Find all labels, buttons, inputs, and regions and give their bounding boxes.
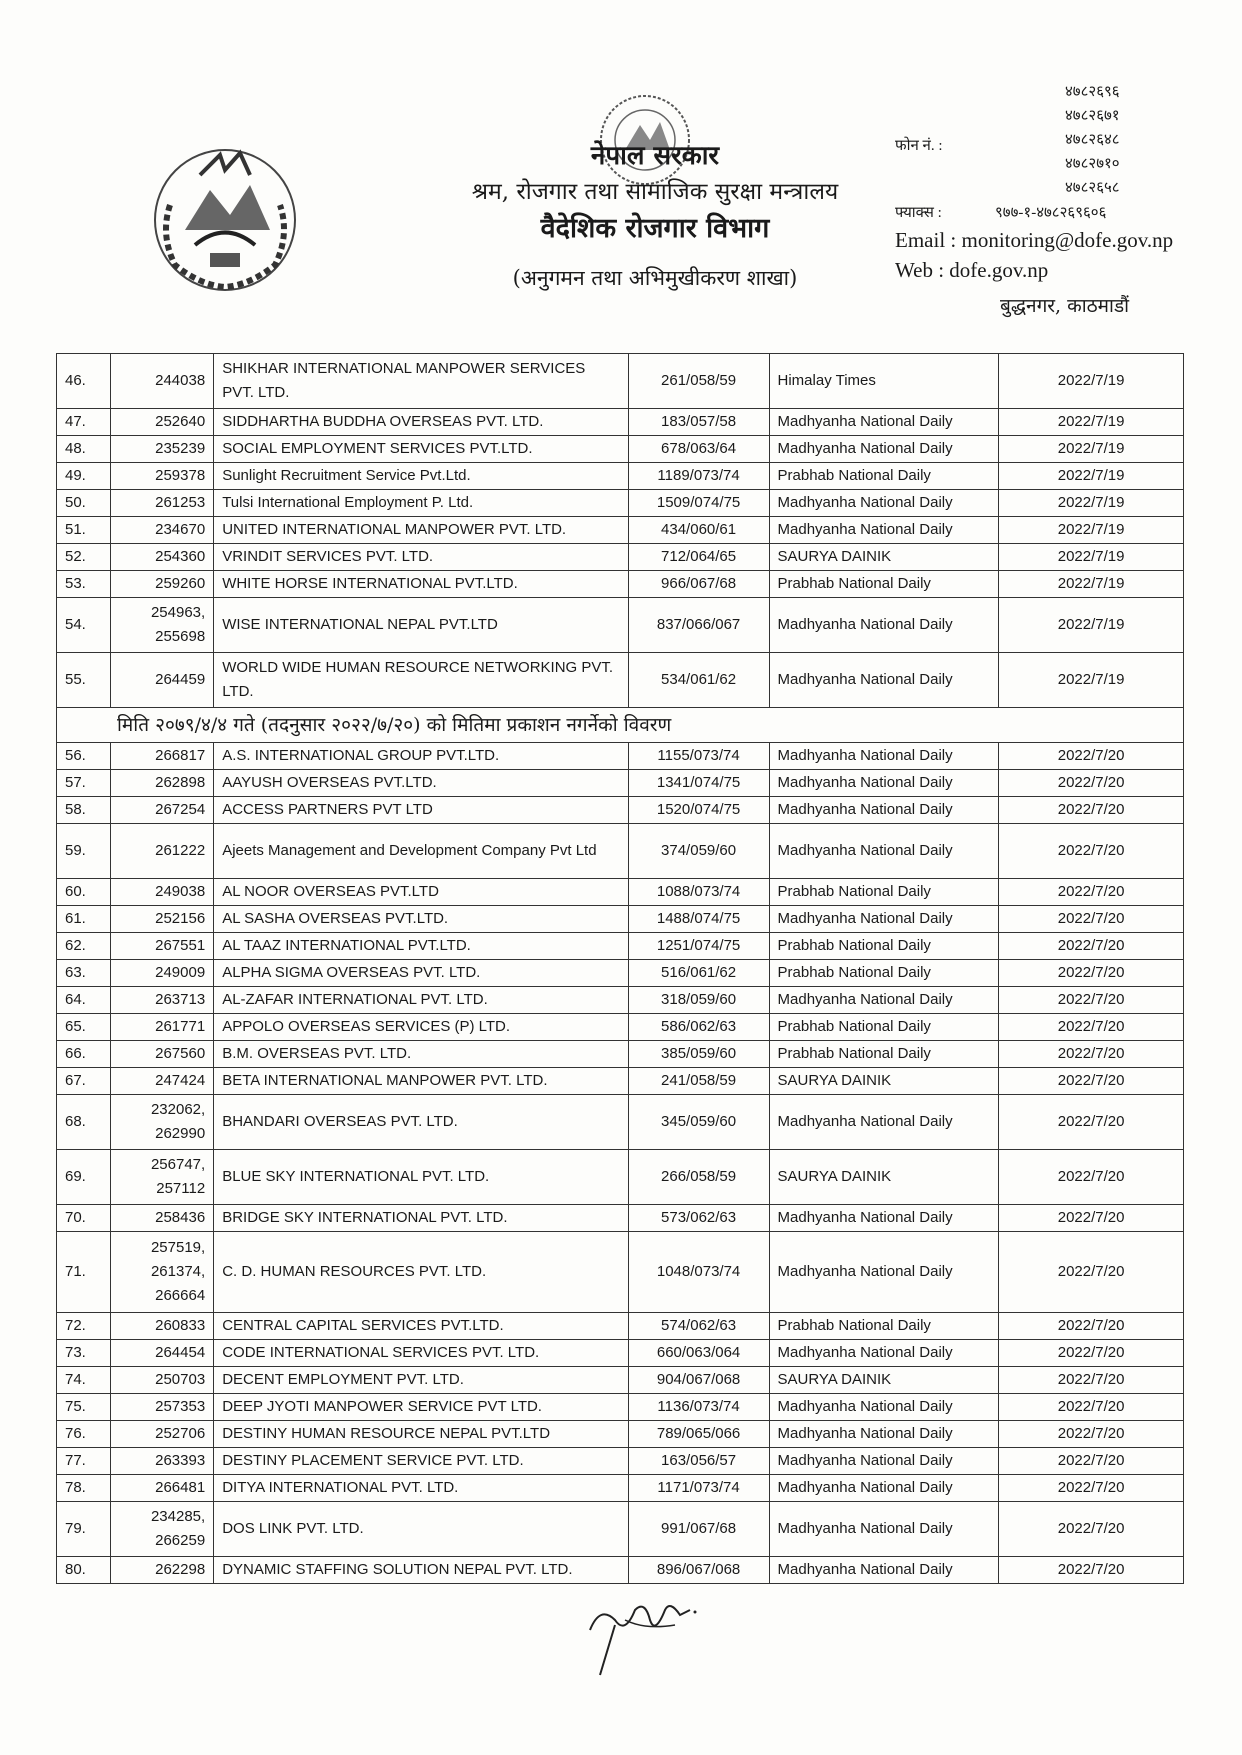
publish-date-cell: 2022/7/19 [999, 598, 1184, 653]
license-number-cell: 234670 [111, 517, 214, 544]
publish-date-cell: 2022/7/20 [999, 1367, 1184, 1394]
serial-number-cell: 57. [57, 770, 111, 797]
table-row [57, 490, 1184, 517]
newspaper-cell: Himalay Times [769, 354, 999, 409]
newspaper-cell: Prabhab National Daily [769, 1313, 999, 1340]
license-number-cell: 260833 [111, 1313, 214, 1340]
serial-number-cell: 66. [57, 1041, 111, 1068]
license-number-cell: 267551 [111, 933, 214, 960]
table-row [57, 1014, 1184, 1041]
serial-number-cell: 63. [57, 960, 111, 987]
table-row [57, 1502, 1184, 1557]
license-number-cell: 264454 [111, 1340, 214, 1367]
table-row [57, 1367, 1184, 1394]
license-number-cell: 262298 [111, 1557, 214, 1584]
serial-number-cell: 65. [57, 1014, 111, 1041]
agency-name-cell: AL SASHA OVERSEAS PVT.LTD. [214, 906, 628, 933]
agency-name-cell: DESTINY HUMAN RESOURCE NEPAL PVT.LTD [214, 1421, 628, 1448]
registration-number-cell: 789/065/066 [628, 1421, 769, 1448]
table-row [57, 517, 1184, 544]
newspaper-cell: Prabhab National Daily [769, 1041, 999, 1068]
agency-name-cell: Ajeets Management and Development Company Pvt Ltd [214, 824, 628, 879]
license-number-cell: 250703 [111, 1367, 214, 1394]
newspaper-cell: Prabhab National Daily [769, 1014, 999, 1041]
newspaper-cell: Madhyanha National Daily [769, 409, 999, 436]
agency-name-cell: Tulsi International Employment P. Ltd. [214, 490, 628, 517]
table-row [57, 1340, 1184, 1367]
publish-date-cell: 2022/7/20 [999, 1041, 1184, 1068]
registration-number-cell: 318/059/60 [628, 987, 769, 1014]
registration-number-cell: 516/061/62 [628, 960, 769, 987]
publish-date-cell: 2022/7/20 [999, 1068, 1184, 1095]
agency-name-cell: C. D. HUMAN RESOURCES PVT. LTD. [214, 1232, 628, 1313]
publish-date-cell: 2022/7/19 [999, 436, 1184, 463]
serial-number-cell: 72. [57, 1313, 111, 1340]
publish-date-cell: 2022/7/20 [999, 1095, 1184, 1150]
license-number-cell: 261222 [111, 824, 214, 879]
registration-number-cell: 1251/074/75 [628, 933, 769, 960]
agency-name-cell: CODE INTERNATIONAL SERVICES PVT. LTD. [214, 1340, 628, 1367]
license-number-cell: 244038 [111, 354, 214, 409]
table-row [57, 1150, 1184, 1205]
table-row [57, 598, 1184, 653]
registration-number-cell: 1189/073/74 [628, 463, 769, 490]
publish-date-cell: 2022/7/20 [999, 1421, 1184, 1448]
publish-date-cell: 2022/7/20 [999, 1394, 1184, 1421]
registration-number-cell: 374/059/60 [628, 824, 769, 879]
newspaper-cell: Madhyanha National Daily [769, 1448, 999, 1475]
letterhead [420, 138, 890, 294]
serial-number-cell: 62. [57, 933, 111, 960]
serial-number-cell: 47. [57, 409, 111, 436]
phone-label: फोन नं. : [895, 138, 943, 154]
website: Web : dofe.gov.np [895, 258, 1049, 282]
serial-number-cell: 70. [57, 1205, 111, 1232]
publish-date-cell: 2022/7/20 [999, 906, 1184, 933]
license-number-cell: 257519, 261374, 266664 [111, 1232, 214, 1313]
table-row [57, 987, 1184, 1014]
registration-number-cell: 1488/074/75 [628, 906, 769, 933]
table-body-part2 [57, 743, 1184, 1584]
publish-date-cell: 2022/7/20 [999, 1205, 1184, 1232]
agency-name-cell: DITYA INTERNATIONAL PVT. LTD. [214, 1475, 628, 1502]
license-number-cell: 252156 [111, 906, 214, 933]
registration-number-cell: 183/057/58 [628, 409, 769, 436]
serial-number-cell: 78. [57, 1475, 111, 1502]
registration-number-cell: 586/062/63 [628, 1014, 769, 1041]
publish-date-cell: 2022/7/19 [999, 409, 1184, 436]
serial-number-cell: 46. [57, 354, 111, 409]
table-row [57, 960, 1184, 987]
agency-name-cell: AL-ZAFAR INTERNATIONAL PVT. LTD. [214, 987, 628, 1014]
email-address: Email : monitoring@dofe.gov.np [895, 228, 1174, 252]
agency-name-cell: AL TAAZ INTERNATIONAL PVT.LTD. [214, 933, 628, 960]
agency-name-cell: DESTINY PLACEMENT SERVICE PVT. LTD. [214, 1448, 628, 1475]
table-row [57, 354, 1184, 409]
agency-name-cell: AL NOOR OVERSEAS PVT.LTD [214, 879, 628, 906]
agency-name-cell: WORLD WIDE HUMAN RESOURCE NETWORKING PVT. LTD. [214, 653, 628, 708]
license-number-cell: 257353 [111, 1394, 214, 1421]
table-row [57, 436, 1184, 463]
publish-date-cell: 2022/7/20 [999, 1313, 1184, 1340]
phone-number: ४७८२६७१ [1065, 108, 1120, 124]
agency-name-cell: SHIKHAR INTERNATIONAL MANPOWER SERVICES PVT. LTD. [214, 354, 628, 409]
license-number-cell: 264459 [111, 653, 214, 708]
license-number-cell: 247424 [111, 1068, 214, 1095]
agency-name-cell: UNITED INTERNATIONAL MANPOWER PVT. LTD. [214, 517, 628, 544]
serial-number-cell: 54. [57, 598, 111, 653]
phone-number: ४७८२७१० [1065, 156, 1120, 172]
serial-number-cell: 80. [57, 1557, 111, 1584]
publish-date-cell: 2022/7/20 [999, 1014, 1184, 1041]
serial-number-cell: 79. [57, 1502, 111, 1557]
agency-name-cell: Sunlight Recruitment Service Pvt.Ltd. [214, 463, 628, 490]
newspaper-cell: Madhyanha National Daily [769, 1340, 999, 1367]
newspaper-cell: Madhyanha National Daily [769, 1475, 999, 1502]
registration-number-cell: 163/056/57 [628, 1448, 769, 1475]
serial-number-cell: 50. [57, 490, 111, 517]
license-number-cell: 266817 [111, 743, 214, 770]
newspaper-cell: Madhyanha National Daily [769, 1205, 999, 1232]
license-number-cell: 267560 [111, 1041, 214, 1068]
table-row [57, 1041, 1184, 1068]
agency-name-cell: BLUE SKY INTERNATIONAL PVT. LTD. [214, 1150, 628, 1205]
newspaper-cell: SAURYA DAINIK [769, 1068, 999, 1095]
publish-date-cell: 2022/7/20 [999, 1475, 1184, 1502]
agency-name-cell: B.M. OVERSEAS PVT. LTD. [214, 1041, 628, 1068]
registration-number-cell: 1171/073/74 [628, 1475, 769, 1502]
license-number-cell: 254360 [111, 544, 214, 571]
table-row [57, 544, 1184, 571]
newspaper-cell: Prabhab National Daily [769, 463, 999, 490]
nepal-emblem-icon [140, 135, 310, 295]
ministry-name: श्रम, रोजगार तथा सामाजिक सुरक्षा मन्त्रालय [471, 179, 839, 205]
license-number-cell: 262898 [111, 770, 214, 797]
publish-date-cell: 2022/7/20 [999, 1340, 1184, 1367]
table-row [57, 463, 1184, 490]
newspaper-cell: Madhyanha National Daily [769, 824, 999, 879]
agency-name-cell: BETA INTERNATIONAL MANPOWER PVT. LTD. [214, 1068, 628, 1095]
license-number-cell: 234285, 266259 [111, 1502, 214, 1557]
agency-name-cell: A.S. INTERNATIONAL GROUP PVT.LTD. [214, 743, 628, 770]
table-row [57, 879, 1184, 906]
license-number-cell: 254963, 255698 [111, 598, 214, 653]
serial-number-cell: 77. [57, 1448, 111, 1475]
serial-number-cell: 71. [57, 1232, 111, 1313]
serial-number-cell: 64. [57, 987, 111, 1014]
agency-name-cell: SIDDHARTHA BUDDHA OVERSEAS PVT. LTD. [214, 409, 628, 436]
newspaper-cell: SAURYA DAINIK [769, 1150, 999, 1205]
serial-number-cell: 56. [57, 743, 111, 770]
agency-name-cell: BHANDARI OVERSEAS PVT. LTD. [214, 1095, 628, 1150]
table-row [57, 1095, 1184, 1150]
serial-number-cell: 69. [57, 1150, 111, 1205]
table-row [57, 1205, 1184, 1232]
newspaper-cell: SAURYA DAINIK [769, 544, 999, 571]
newspaper-cell: SAURYA DAINIK [769, 1367, 999, 1394]
serial-number-cell: 74. [57, 1367, 111, 1394]
agency-name-cell: APPOLO OVERSEAS SERVICES (P) LTD. [214, 1014, 628, 1041]
agency-name-cell: AAYUSH OVERSEAS PVT.LTD. [214, 770, 628, 797]
license-number-cell: 267254 [111, 797, 214, 824]
license-number-cell: 249038 [111, 879, 214, 906]
newspaper-cell: Prabhab National Daily [769, 571, 999, 598]
serial-number-cell: 61. [57, 906, 111, 933]
registration-number-cell: 991/067/68 [628, 1502, 769, 1557]
newspaper-cell: Madhyanha National Daily [769, 1394, 999, 1421]
license-number-cell: 249009 [111, 960, 214, 987]
table-row [57, 1394, 1184, 1421]
serial-number-cell: 53. [57, 571, 111, 598]
registration-number-cell: 266/058/59 [628, 1150, 769, 1205]
license-number-cell: 235239 [111, 436, 214, 463]
agency-name-cell: VRINDIT SERVICES PVT. LTD. [214, 544, 628, 571]
license-number-cell: 256747, 257112 [111, 1150, 214, 1205]
agency-name-cell: ALPHA SIGMA OVERSEAS PVT. LTD. [214, 960, 628, 987]
serial-number-cell: 52. [57, 544, 111, 571]
newspaper-cell: Madhyanha National Daily [769, 1232, 999, 1313]
fax-number: ९७७-१-४७८२६९६०६ [995, 205, 1107, 221]
agency-name-cell: DYNAMIC STAFFING SOLUTION NEPAL PVT. LTD. [214, 1557, 628, 1584]
registration-number-cell: 1048/073/74 [628, 1232, 769, 1313]
table-row [57, 933, 1184, 960]
license-number-cell: 261253 [111, 490, 214, 517]
newspaper-cell: Madhyanha National Daily [769, 770, 999, 797]
registration-number-cell: 1509/074/75 [628, 490, 769, 517]
registration-number-cell: 1136/073/74 [628, 1394, 769, 1421]
table-row [57, 1068, 1184, 1095]
license-number-cell: 259260 [111, 571, 214, 598]
department-name: वैदेशिक रोजगार विभाग [540, 213, 770, 244]
publish-date-cell: 2022/7/20 [999, 879, 1184, 906]
table-row [57, 1421, 1184, 1448]
publish-date-cell: 2022/7/19 [999, 490, 1184, 517]
serial-number-cell: 73. [57, 1340, 111, 1367]
newspaper-cell: Madhyanha National Daily [769, 743, 999, 770]
license-number-cell: 259378 [111, 463, 214, 490]
newspaper-cell: Madhyanha National Daily [769, 490, 999, 517]
serial-number-cell: 68. [57, 1095, 111, 1150]
license-number-cell: 252640 [111, 409, 214, 436]
table-row [57, 653, 1184, 708]
license-number-cell: 263393 [111, 1448, 214, 1475]
agency-name-cell: ACCESS PARTNERS PVT LTD [214, 797, 628, 824]
newspaper-cell: Madhyanha National Daily [769, 987, 999, 1014]
registration-number-cell: 904/067/068 [628, 1367, 769, 1394]
license-number-cell: 258436 [111, 1205, 214, 1232]
phone-number: ४७८२६९६ [1065, 84, 1120, 100]
publish-date-cell: 2022/7/19 [999, 463, 1184, 490]
publish-date-cell: 2022/7/20 [999, 743, 1184, 770]
table-row [57, 1232, 1184, 1313]
registration-number-cell: 1088/073/74 [628, 879, 769, 906]
phone-number: ४७८२६४८ [1065, 132, 1120, 148]
table-body-part1 [57, 354, 1184, 708]
registration-number-cell: 678/063/64 [628, 436, 769, 463]
serial-number-cell: 55. [57, 653, 111, 708]
publish-date-cell: 2022/7/19 [999, 354, 1184, 409]
publish-date-cell: 2022/7/19 [999, 571, 1184, 598]
serial-number-cell: 76. [57, 1421, 111, 1448]
government-name: नेपाल सरकार [590, 141, 720, 171]
agency-name-cell: SOCIAL EMPLOYMENT SERVICES PVT.LTD. [214, 436, 628, 463]
newspaper-cell: Madhyanha National Daily [769, 598, 999, 653]
agency-name-cell: WHITE HORSE INTERNATIONAL PVT.LTD. [214, 571, 628, 598]
publish-date-cell: 2022/7/20 [999, 960, 1184, 987]
registration-number-cell: 712/064/65 [628, 544, 769, 571]
agency-name-cell: WISE INTERNATIONAL NEPAL PVT.LTD [214, 598, 628, 653]
agency-table [56, 353, 1184, 1584]
registration-number-cell: 837/066/067 [628, 598, 769, 653]
fax-label: फ्याक्स : [895, 205, 942, 221]
license-number-cell: 261771 [111, 1014, 214, 1041]
license-number-cell: 232062, 262990 [111, 1095, 214, 1150]
serial-number-cell: 58. [57, 797, 111, 824]
newspaper-cell: Madhyanha National Daily [769, 1502, 999, 1557]
newspaper-cell: Prabhab National Daily [769, 960, 999, 987]
newspaper-cell: Madhyanha National Daily [769, 436, 999, 463]
registration-number-cell: 261/058/59 [628, 354, 769, 409]
office-address: बुद्धनगर, काठमाडौं [1000, 295, 1130, 317]
registration-number-cell: 574/062/63 [628, 1313, 769, 1340]
agency-name-cell: DECENT EMPLOYMENT PVT. LTD. [214, 1367, 628, 1394]
publish-date-cell: 2022/7/19 [999, 653, 1184, 708]
publish-date-cell: 2022/7/20 [999, 770, 1184, 797]
section-heading-body [57, 708, 1184, 743]
newspaper-cell: Prabhab National Daily [769, 879, 999, 906]
signature-icon [575, 1580, 705, 1680]
agency-name-cell: BRIDGE SKY INTERNATIONAL PVT. LTD. [214, 1205, 628, 1232]
registration-number-cell: 660/063/064 [628, 1340, 769, 1367]
newspaper-cell: Madhyanha National Daily [769, 653, 999, 708]
registration-number-cell: 1155/073/74 [628, 743, 769, 770]
serial-number-cell: 75. [57, 1394, 111, 1421]
newspaper-cell: Madhyanha National Daily [769, 906, 999, 933]
publish-date-cell: 2022/7/20 [999, 1502, 1184, 1557]
publish-date-cell: 2022/7/20 [999, 824, 1184, 879]
serial-number-cell: 51. [57, 517, 111, 544]
publish-date-cell: 2022/7/20 [999, 933, 1184, 960]
registration-number-cell: 385/059/60 [628, 1041, 769, 1068]
registration-number-cell: 896/067/068 [628, 1557, 769, 1584]
registration-number-cell: 241/058/59 [628, 1068, 769, 1095]
newspaper-cell: Prabhab National Daily [769, 933, 999, 960]
publish-date-cell: 2022/7/19 [999, 517, 1184, 544]
agency-name-cell: CENTRAL CAPITAL SERVICES PVT.LTD. [214, 1313, 628, 1340]
license-number-cell: 266481 [111, 1475, 214, 1502]
newspaper-cell: Madhyanha National Daily [769, 1557, 999, 1584]
agency-name-cell: DOS LINK PVT. LTD. [214, 1502, 628, 1557]
phone-list [1065, 80, 1120, 200]
phone-number: ४७८२६५८ [1065, 180, 1120, 196]
newspaper-cell: Madhyanha National Daily [769, 1421, 999, 1448]
table-row [57, 824, 1184, 879]
publish-date-cell: 2022/7/19 [999, 544, 1184, 571]
license-number-cell: 252706 [111, 1421, 214, 1448]
publish-date-cell: 2022/7/20 [999, 1150, 1184, 1205]
registration-number-cell: 966/067/68 [628, 571, 769, 598]
section-heading: मिति २०७९/४/४ गते (तदनुसार २०२२/७/२०) को मितिमा प्रकाशन नगर्नेको विवरण [57, 708, 1184, 743]
table-row [57, 1475, 1184, 1502]
registration-number-cell: 345/059/60 [628, 1095, 769, 1150]
registration-number-cell: 434/060/61 [628, 517, 769, 544]
table-row [57, 743, 1184, 770]
publish-date-cell: 2022/7/20 [999, 1448, 1184, 1475]
registration-number-cell: 1341/074/75 [628, 770, 769, 797]
publish-date-cell: 2022/7/20 [999, 1232, 1184, 1313]
table-row [57, 1313, 1184, 1340]
serial-number-cell: 60. [57, 879, 111, 906]
section-heading-row [57, 708, 1184, 743]
serial-number-cell: 59. [57, 824, 111, 879]
table-row [57, 770, 1184, 797]
registration-number-cell: 573/062/63 [628, 1205, 769, 1232]
publish-date-cell: 2022/7/20 [999, 797, 1184, 824]
registration-number-cell: 1520/074/75 [628, 797, 769, 824]
table-row [57, 906, 1184, 933]
serial-number-cell: 67. [57, 1068, 111, 1095]
newspaper-cell: Madhyanha National Daily [769, 517, 999, 544]
registration-number-cell: 534/061/62 [628, 653, 769, 708]
newspaper-cell: Madhyanha National Daily [769, 1095, 999, 1150]
newspaper-cell: Madhyanha National Daily [769, 797, 999, 824]
branch-name: (अनुगमन तथा अभिमुखीकरण शाखा) [512, 266, 798, 290]
license-number-cell: 263713 [111, 987, 214, 1014]
table-row [57, 571, 1184, 598]
publish-date-cell: 2022/7/20 [999, 1557, 1184, 1584]
serial-number-cell: 48. [57, 436, 111, 463]
publish-date-cell: 2022/7/20 [999, 987, 1184, 1014]
serial-number-cell: 49. [57, 463, 111, 490]
table-row [57, 1448, 1184, 1475]
table-row [57, 409, 1184, 436]
table-row [57, 797, 1184, 824]
agency-name-cell: DEEP JYOTI MANPOWER SERVICE PVT LTD. [214, 1394, 628, 1421]
